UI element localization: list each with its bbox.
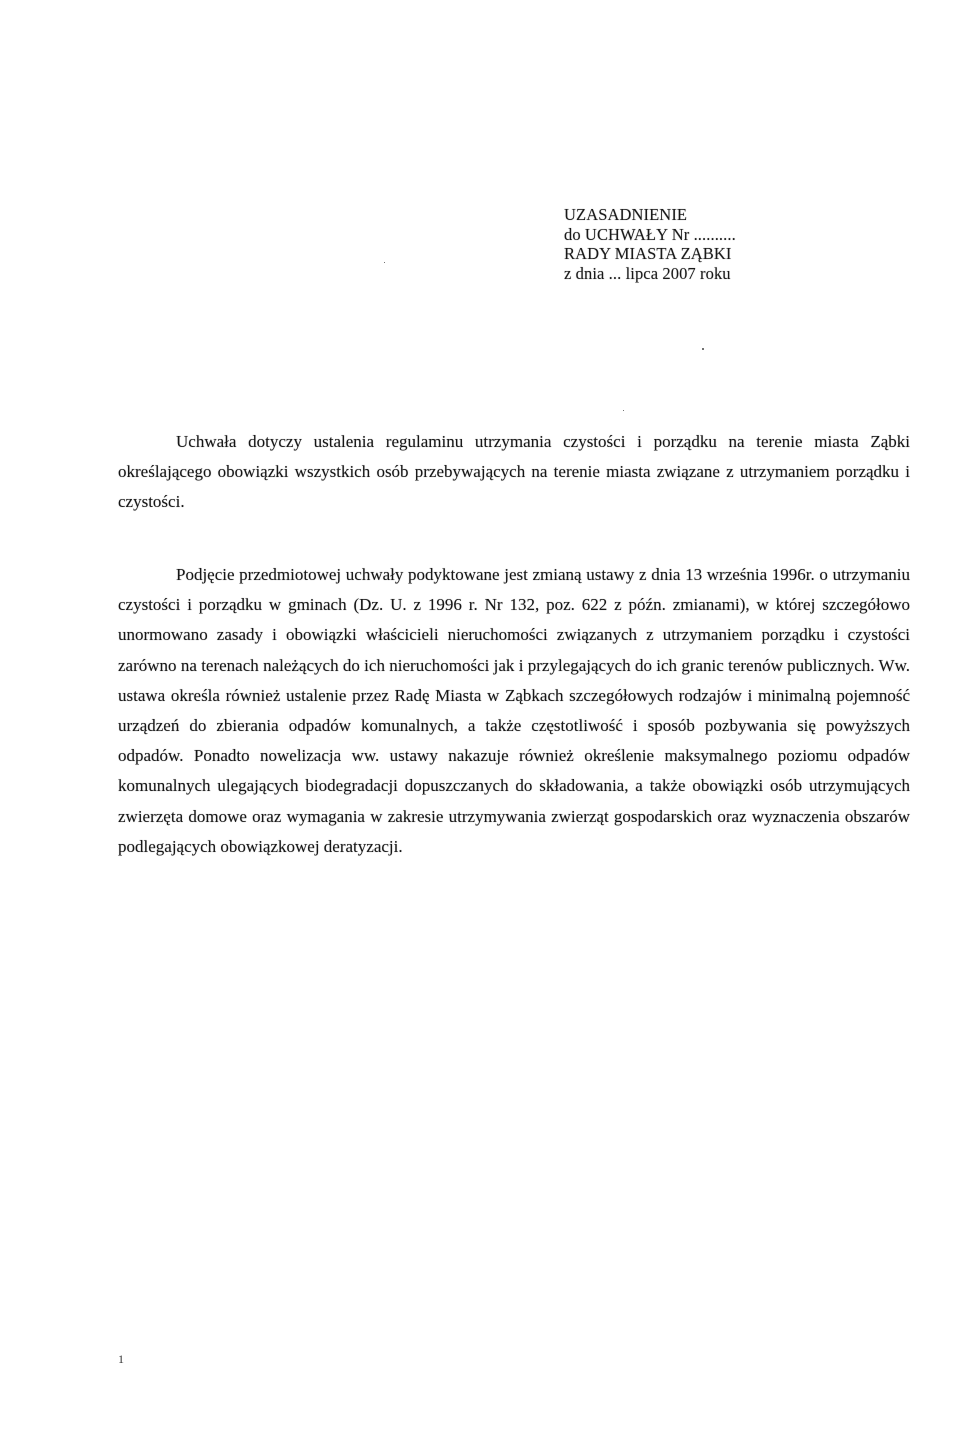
paragraph-justification: Podjęcie przedmiotowej uchwały podyktowane jest zmianą ustawy z dnia 13 września 1996r. o utrzymaniu czystości i porządku w gminach (Dz. U. z 1996 r. Nr 132, poz. 622 z późn. zmianami), w której szczegółowo unormowano zasady i obowiązki właścicieli nieruchomości związanych z utrzymaniem porządku i czystości zarówno na terenach należących do ich nieruchomości jak i przylegających do ich granic terenów publicznych. Ww. ustawa określa również ustalenie przez Radę Miasta w Ząbkach szczegółowych rodzajów i minimalną pojemność urządzeń do zbierania odpadów komunalnych, a także częstotliwość i sposób pozbywania się powyższych odpadów. Ponadto nowelizacja ww. ustawy nakazuje również określenie maksymalnego poziomu odpadów komunalnych ulegających biodegradacji dopuszczanych do składowania, a także obowiązki osób utrzymujących zwierzęta domowe oraz wymagania w zakresie utrzymywania zwierząt gospodarskich oraz wyznaczenia obszarów podlegających obowiązkowej deratyzacji. [118,565,910,856]
paragraph-intro: Uchwała dotyczy ustalenia regulaminu utrzymania czystości i porządku na terenie miasta Ząbki określającego obowiązki wszystkich osób przebywających na terenie miasta związane z utrzymaniem porządku i czystości. [118,432,910,512]
scan-speck [623,410,624,411]
page-number: 1 [118,1352,124,1366]
header-title: UZASADNIENIE [564,205,688,224]
document-header [564,205,894,283]
header-date: z dnia ... lipca 2007 roku [564,263,731,283]
scan-speck [702,348,704,350]
header-resolution-number: do UCHWAŁY Nr .......... [564,224,736,244]
header-council-name: RADY MIASTA ZĄBKI [564,244,732,263]
scan-speck [384,262,385,263]
